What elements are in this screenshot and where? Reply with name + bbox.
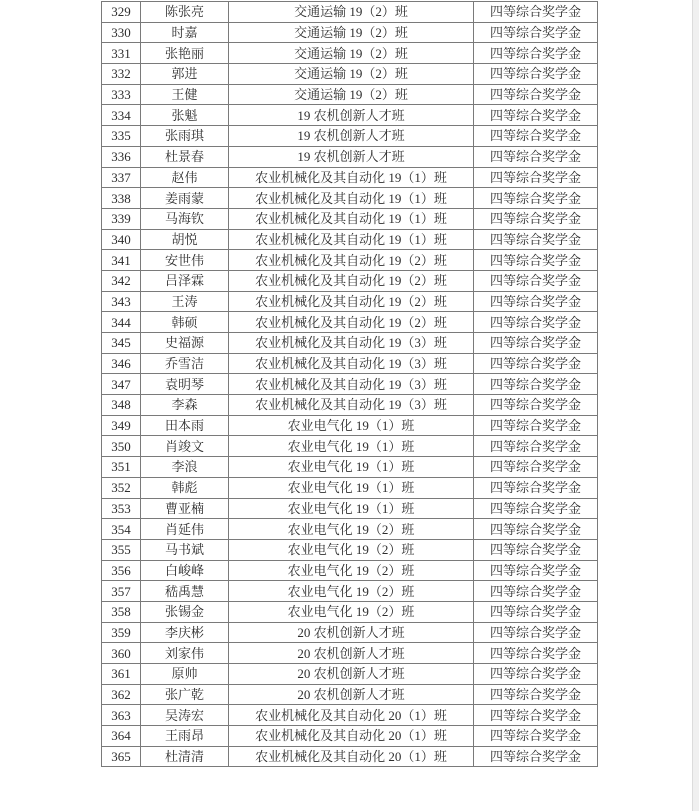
cell-name: 乔雪洁 xyxy=(141,353,229,374)
cell-number: 333 xyxy=(102,84,141,105)
cell-class: 20 农机创新人才班 xyxy=(229,622,474,643)
cell-award: 四等综合奖学金 xyxy=(474,43,598,64)
cell-class: 农业电气化 19（1）班 xyxy=(229,415,474,436)
cell-award: 四等综合奖学金 xyxy=(474,374,598,395)
cell-number: 350 xyxy=(102,436,141,457)
cell-name: 李森 xyxy=(141,395,229,416)
cell-award: 四等综合奖学金 xyxy=(474,726,598,747)
cell-award: 四等综合奖学金 xyxy=(474,705,598,726)
cell-name: 吴涛宏 xyxy=(141,705,229,726)
cell-name: 原帅 xyxy=(141,664,229,685)
cell-name: 张魁 xyxy=(141,105,229,126)
cell-award: 四等综合奖学金 xyxy=(474,477,598,498)
cell-class: 农业机械化及其自动化 19（1）班 xyxy=(229,208,474,229)
cell-number: 343 xyxy=(102,291,141,312)
cell-award: 四等综合奖学金 xyxy=(474,84,598,105)
cell-class: 交通运输 19（2）班 xyxy=(229,43,474,64)
cell-name: 胡悦 xyxy=(141,229,229,250)
cell-class: 19 农机创新人才班 xyxy=(229,126,474,147)
cell-award: 四等综合奖学金 xyxy=(474,436,598,457)
cell-name: 王健 xyxy=(141,84,229,105)
table-row xyxy=(102,643,598,664)
table-row xyxy=(102,746,598,767)
cell-name: 安世伟 xyxy=(141,250,229,271)
cell-class: 20 农机创新人才班 xyxy=(229,664,474,685)
cell-class: 农业电气化 19（2）班 xyxy=(229,581,474,602)
cell-class: 农业机械化及其自动化 19（3）班 xyxy=(229,395,474,416)
cell-class: 19 农机创新人才班 xyxy=(229,105,474,126)
cell-number: 352 xyxy=(102,477,141,498)
cell-class: 农业电气化 19（2）班 xyxy=(229,601,474,622)
cell-class: 农业电气化 19（1）班 xyxy=(229,457,474,478)
table-row xyxy=(102,270,598,291)
cell-award: 四等综合奖学金 xyxy=(474,415,598,436)
cell-number: 336 xyxy=(102,146,141,167)
cell-name: 张雨琪 xyxy=(141,126,229,147)
cell-number: 344 xyxy=(102,312,141,333)
cell-class: 交通运输 19（2）班 xyxy=(229,64,474,85)
cell-name: 马海钦 xyxy=(141,208,229,229)
cell-award: 四等综合奖学金 xyxy=(474,105,598,126)
cell-name: 肖竣文 xyxy=(141,436,229,457)
cell-award: 四等综合奖学金 xyxy=(474,601,598,622)
cell-name: 陈张亮 xyxy=(141,2,229,23)
table-row xyxy=(102,167,598,188)
table-row xyxy=(102,333,598,354)
cell-class: 农业电气化 19（2）班 xyxy=(229,539,474,560)
table-row xyxy=(102,146,598,167)
table-row xyxy=(102,229,598,250)
cell-number: 334 xyxy=(102,105,141,126)
cell-number: 348 xyxy=(102,395,141,416)
cell-award: 四等综合奖学金 xyxy=(474,333,598,354)
cell-name: 王雨昂 xyxy=(141,726,229,747)
cell-name: 李庆彬 xyxy=(141,622,229,643)
cell-name: 韩硕 xyxy=(141,312,229,333)
cell-name: 马书斌 xyxy=(141,539,229,560)
table-row xyxy=(102,374,598,395)
cell-class: 农业机械化及其自动化 20（1）班 xyxy=(229,746,474,767)
cell-number: 361 xyxy=(102,664,141,685)
cell-number: 337 xyxy=(102,167,141,188)
cell-name: 刘家伟 xyxy=(141,643,229,664)
cell-award: 四等综合奖学金 xyxy=(474,560,598,581)
cell-number: 358 xyxy=(102,601,141,622)
cell-number: 347 xyxy=(102,374,141,395)
cell-award: 四等综合奖学金 xyxy=(474,208,598,229)
cell-class: 农业电气化 19（1）班 xyxy=(229,498,474,519)
cell-number: 342 xyxy=(102,270,141,291)
cell-award: 四等综合奖学金 xyxy=(474,291,598,312)
cell-class: 农业机械化及其自动化 19（2）班 xyxy=(229,312,474,333)
cell-name: 杜景春 xyxy=(141,146,229,167)
cell-award: 四等综合奖学金 xyxy=(474,270,598,291)
cell-number: 346 xyxy=(102,353,141,374)
table-row xyxy=(102,581,598,602)
cell-award: 四等综合奖学金 xyxy=(474,684,598,705)
cell-name: 李浪 xyxy=(141,457,229,478)
cell-class: 农业机械化及其自动化 19（3）班 xyxy=(229,353,474,374)
cell-class: 农业电气化 19（2）班 xyxy=(229,560,474,581)
cell-name: 杜清清 xyxy=(141,746,229,767)
table-row xyxy=(102,436,598,457)
cell-class: 农业机械化及其自动化 19（1）班 xyxy=(229,188,474,209)
cell-award: 四等综合奖学金 xyxy=(474,146,598,167)
cell-number: 362 xyxy=(102,684,141,705)
cell-name: 王涛 xyxy=(141,291,229,312)
cell-name: 肖延伟 xyxy=(141,519,229,540)
cell-number: 339 xyxy=(102,208,141,229)
table-row xyxy=(102,601,598,622)
cell-class: 农业机械化及其自动化 19（1）班 xyxy=(229,167,474,188)
cell-number: 354 xyxy=(102,519,141,540)
cell-number: 357 xyxy=(102,581,141,602)
table-row xyxy=(102,664,598,685)
cell-award: 四等综合奖学金 xyxy=(474,643,598,664)
table-row xyxy=(102,64,598,85)
table-row xyxy=(102,684,598,705)
cell-name: 张锡金 xyxy=(141,601,229,622)
cell-class: 农业机械化及其自动化 19（2）班 xyxy=(229,291,474,312)
table-row xyxy=(102,498,598,519)
cell-award: 四等综合奖学金 xyxy=(474,229,598,250)
page-edge-strip xyxy=(692,0,699,811)
cell-name: 吕泽霖 xyxy=(141,270,229,291)
table-row xyxy=(102,477,598,498)
cell-class: 农业机械化及其自动化 19（1）班 xyxy=(229,229,474,250)
cell-number: 353 xyxy=(102,498,141,519)
table-row xyxy=(102,395,598,416)
cell-number: 356 xyxy=(102,560,141,581)
cell-number: 364 xyxy=(102,726,141,747)
table-row xyxy=(102,105,598,126)
cell-award: 四等综合奖学金 xyxy=(474,746,598,767)
cell-class: 农业电气化 19（1）班 xyxy=(229,477,474,498)
table-row xyxy=(102,291,598,312)
table-row xyxy=(102,126,598,147)
cell-name: 曹亚楠 xyxy=(141,498,229,519)
cell-award: 四等综合奖学金 xyxy=(474,167,598,188)
cell-class: 交通运输 19（2）班 xyxy=(229,84,474,105)
cell-name: 姜雨蒙 xyxy=(141,188,229,209)
cell-class: 农业电气化 19（2）班 xyxy=(229,519,474,540)
cell-name: 韩彪 xyxy=(141,477,229,498)
cell-class: 交通运输 19（2）班 xyxy=(229,2,474,23)
cell-class: 20 农机创新人才班 xyxy=(229,643,474,664)
cell-award: 四等综合奖学金 xyxy=(474,395,598,416)
cell-number: 359 xyxy=(102,622,141,643)
table-row xyxy=(102,312,598,333)
cell-award: 四等综合奖学金 xyxy=(474,353,598,374)
cell-class: 农业机械化及其自动化 19（2）班 xyxy=(229,270,474,291)
cell-award: 四等综合奖学金 xyxy=(474,126,598,147)
cell-number: 335 xyxy=(102,126,141,147)
cell-number: 345 xyxy=(102,333,141,354)
cell-name: 郭进 xyxy=(141,64,229,85)
cell-number: 329 xyxy=(102,2,141,23)
cell-class: 农业机械化及其自动化 19（2）班 xyxy=(229,250,474,271)
cell-number: 330 xyxy=(102,22,141,43)
cell-class: 农业机械化及其自动化 20（1）班 xyxy=(229,705,474,726)
table-row xyxy=(102,188,598,209)
cell-name: 张广乾 xyxy=(141,684,229,705)
cell-number: 355 xyxy=(102,539,141,560)
cell-number: 341 xyxy=(102,250,141,271)
cell-number: 363 xyxy=(102,705,141,726)
cell-name: 袁明琴 xyxy=(141,374,229,395)
cell-name: 田本雨 xyxy=(141,415,229,436)
table-row xyxy=(102,22,598,43)
table-row xyxy=(102,415,598,436)
table-row xyxy=(102,457,598,478)
table-row xyxy=(102,250,598,271)
cell-class: 农业机械化及其自动化 19（3）班 xyxy=(229,333,474,354)
cell-name: 白峻峰 xyxy=(141,560,229,581)
cell-name: 赵伟 xyxy=(141,167,229,188)
table-row xyxy=(102,2,598,23)
table-row xyxy=(102,353,598,374)
table-row xyxy=(102,622,598,643)
table-row xyxy=(102,519,598,540)
table-row xyxy=(102,208,598,229)
cell-award: 四等综合奖学金 xyxy=(474,519,598,540)
cell-class: 19 农机创新人才班 xyxy=(229,146,474,167)
cell-class: 交通运输 19（2）班 xyxy=(229,22,474,43)
cell-award: 四等综合奖学金 xyxy=(474,2,598,23)
cell-award: 四等综合奖学金 xyxy=(474,457,598,478)
scholarship-table xyxy=(101,1,598,767)
cell-award: 四等综合奖学金 xyxy=(474,188,598,209)
cell-number: 365 xyxy=(102,746,141,767)
cell-award: 四等综合奖学金 xyxy=(474,581,598,602)
table-row xyxy=(102,726,598,747)
cell-number: 331 xyxy=(102,43,141,64)
cell-award: 四等综合奖学金 xyxy=(474,312,598,333)
table-row xyxy=(102,539,598,560)
cell-number: 349 xyxy=(102,415,141,436)
table-row xyxy=(102,560,598,581)
table-row xyxy=(102,84,598,105)
cell-number: 360 xyxy=(102,643,141,664)
cell-class: 20 农机创新人才班 xyxy=(229,684,474,705)
cell-award: 四等综合奖学金 xyxy=(474,498,598,519)
cell-award: 四等综合奖学金 xyxy=(474,64,598,85)
cell-number: 340 xyxy=(102,229,141,250)
scholarship-table-body xyxy=(102,2,598,767)
cell-award: 四等综合奖学金 xyxy=(474,539,598,560)
cell-number: 332 xyxy=(102,64,141,85)
cell-award: 四等综合奖学金 xyxy=(474,622,598,643)
cell-name: 时嘉 xyxy=(141,22,229,43)
cell-award: 四等综合奖学金 xyxy=(474,250,598,271)
cell-class: 农业机械化及其自动化 20（1）班 xyxy=(229,726,474,747)
cell-class: 农业机械化及其自动化 19（3）班 xyxy=(229,374,474,395)
cell-award: 四等综合奖学金 xyxy=(474,22,598,43)
table-row xyxy=(102,43,598,64)
cell-name: 张艳丽 xyxy=(141,43,229,64)
cell-award: 四等综合奖学金 xyxy=(474,664,598,685)
cell-number: 338 xyxy=(102,188,141,209)
cell-name: 嵇禹慧 xyxy=(141,581,229,602)
cell-name: 史福源 xyxy=(141,333,229,354)
cell-number: 351 xyxy=(102,457,141,478)
table-row xyxy=(102,705,598,726)
cell-class: 农业电气化 19（1）班 xyxy=(229,436,474,457)
